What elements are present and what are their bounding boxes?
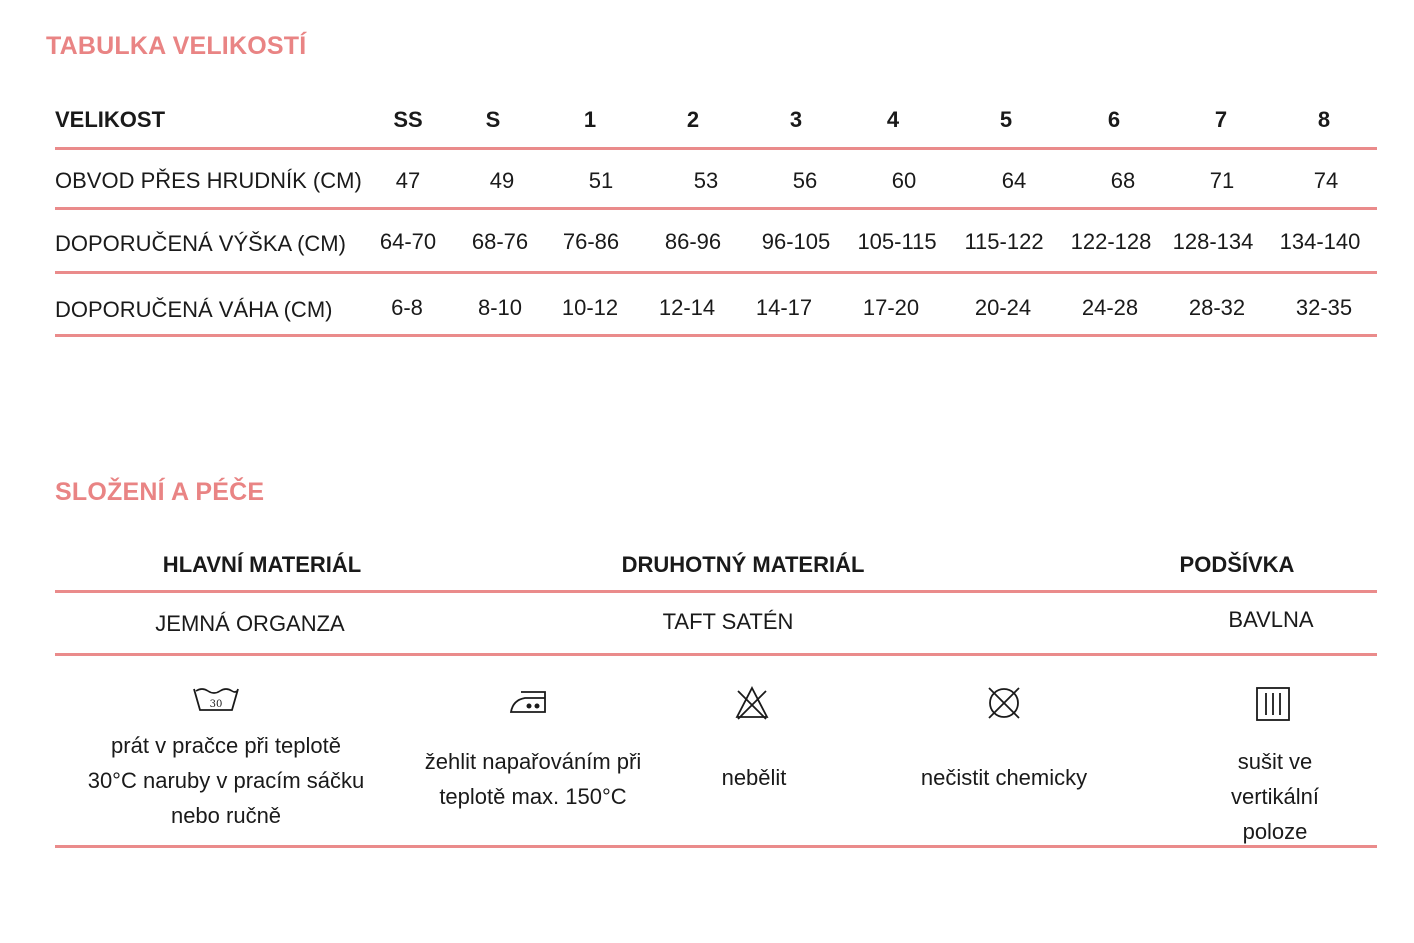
care-line: prát v pračce při teplotě bbox=[111, 733, 341, 758]
row-label-weight: DOPORUČENÁ VÁHA (CM) bbox=[55, 297, 333, 322]
table-cell: 96-105 bbox=[761, 229, 831, 254]
table-cell: 56 bbox=[792, 168, 818, 193]
header-main-material: HLAVNÍ MATERIÁL bbox=[162, 552, 362, 577]
row-label-chest: OBVOD PŘES HRUDNÍK (CM) bbox=[55, 168, 362, 193]
no-bleach-icon bbox=[735, 685, 769, 726]
table-cell: 14-17 bbox=[755, 295, 813, 320]
size-col-1: 1 bbox=[583, 107, 597, 132]
table-cell: 134-140 bbox=[1279, 229, 1361, 254]
table-cell: 12-14 bbox=[658, 295, 716, 320]
care-line: teplotě max. 150°C bbox=[439, 784, 627, 809]
care-line: 30°C naruby v pracím sáčku bbox=[87, 768, 365, 793]
size-col-5: 5 bbox=[999, 107, 1013, 132]
care-line: nečistit chemicky bbox=[920, 765, 1088, 790]
table-cell: 71 bbox=[1209, 168, 1235, 193]
size-col-3: 3 bbox=[789, 107, 803, 132]
size-col-2: 2 bbox=[686, 107, 700, 132]
table-cell: 20-24 bbox=[974, 295, 1032, 320]
size-col-8: 8 bbox=[1317, 107, 1331, 132]
size-col-7: 7 bbox=[1214, 107, 1228, 132]
table-cell: 8-10 bbox=[477, 295, 523, 320]
table-cell: 86-96 bbox=[664, 229, 722, 254]
size-col-ss: SS bbox=[393, 107, 423, 132]
header-secondary-material: DRUHOTNÝ MATERIÁL bbox=[621, 552, 865, 577]
table-cell: 49 bbox=[489, 168, 515, 193]
no-dry-clean-icon bbox=[986, 684, 1022, 727]
materials-divider bbox=[55, 653, 1377, 656]
header-lining: PODŠÍVKA bbox=[1179, 552, 1295, 577]
table-cell: 17-20 bbox=[862, 295, 920, 320]
table-cell: 10-12 bbox=[561, 295, 619, 320]
table-cell: 64 bbox=[1001, 168, 1027, 193]
table-cell: 6-8 bbox=[391, 295, 423, 320]
size-col-s: S bbox=[485, 107, 501, 132]
table-cell: 64-70 bbox=[379, 229, 437, 254]
care-line: žehlit napařováním při bbox=[424, 749, 642, 774]
care-text-wash bbox=[88, 728, 365, 833]
wash-30-icon bbox=[192, 686, 240, 717]
size-table-divider bbox=[55, 334, 1377, 337]
care-line: poloze bbox=[1242, 819, 1308, 844]
table-cell: 76-86 bbox=[562, 229, 620, 254]
care-text-bleach bbox=[722, 760, 787, 795]
table-cell: 51 bbox=[588, 168, 614, 193]
care-text-dry bbox=[1206, 744, 1345, 849]
table-cell: 53 bbox=[693, 168, 719, 193]
care-line: nebo ručně bbox=[170, 803, 282, 828]
size-table-divider bbox=[55, 271, 1377, 274]
table-cell: 128-134 bbox=[1172, 229, 1254, 254]
size-header-label: VELIKOST bbox=[55, 107, 166, 132]
care-text-dry-clean bbox=[921, 760, 1087, 795]
size-col-4: 4 bbox=[886, 107, 900, 132]
table-cell: 74 bbox=[1313, 168, 1339, 193]
dry-vertical-icon bbox=[1255, 686, 1291, 727]
size-table-title: TABULKA VELIKOSTÍ bbox=[46, 32, 307, 60]
main-material-value: JEMNÁ ORGANZA bbox=[155, 611, 345, 636]
table-cell: 24-28 bbox=[1081, 295, 1139, 320]
table-cell: 105-115 bbox=[857, 229, 937, 254]
care-line: nebělit bbox=[721, 765, 787, 790]
table-cell: 32-35 bbox=[1295, 295, 1353, 320]
size-table-divider bbox=[55, 147, 1377, 150]
size-table-divider bbox=[55, 207, 1377, 210]
care-line: sušit ve vertikální bbox=[1230, 749, 1320, 809]
iron-two-dots-icon bbox=[509, 688, 557, 721]
care-text-iron bbox=[425, 744, 641, 814]
table-cell: 68 bbox=[1110, 168, 1136, 193]
table-cell: 47 bbox=[395, 168, 421, 193]
table-cell: 68-76 bbox=[471, 229, 529, 254]
materials-divider bbox=[55, 590, 1377, 593]
table-cell: 115-122 bbox=[964, 229, 1044, 254]
wash-temp-label: 30 bbox=[209, 699, 223, 710]
lining-value: BAVLNA bbox=[1228, 607, 1314, 632]
size-col-6: 6 bbox=[1107, 107, 1121, 132]
care-section-title: SLOŽENÍ A PÉČE bbox=[55, 478, 265, 506]
row-label-height: DOPORUČENÁ VÝŠKA (CM) bbox=[55, 231, 346, 256]
table-cell: 122-128 bbox=[1070, 229, 1152, 254]
care-divider bbox=[55, 845, 1377, 848]
table-cell: 28-32 bbox=[1188, 295, 1246, 320]
secondary-material-value: TAFT SATÉN bbox=[662, 609, 794, 634]
table-cell: 60 bbox=[891, 168, 917, 193]
